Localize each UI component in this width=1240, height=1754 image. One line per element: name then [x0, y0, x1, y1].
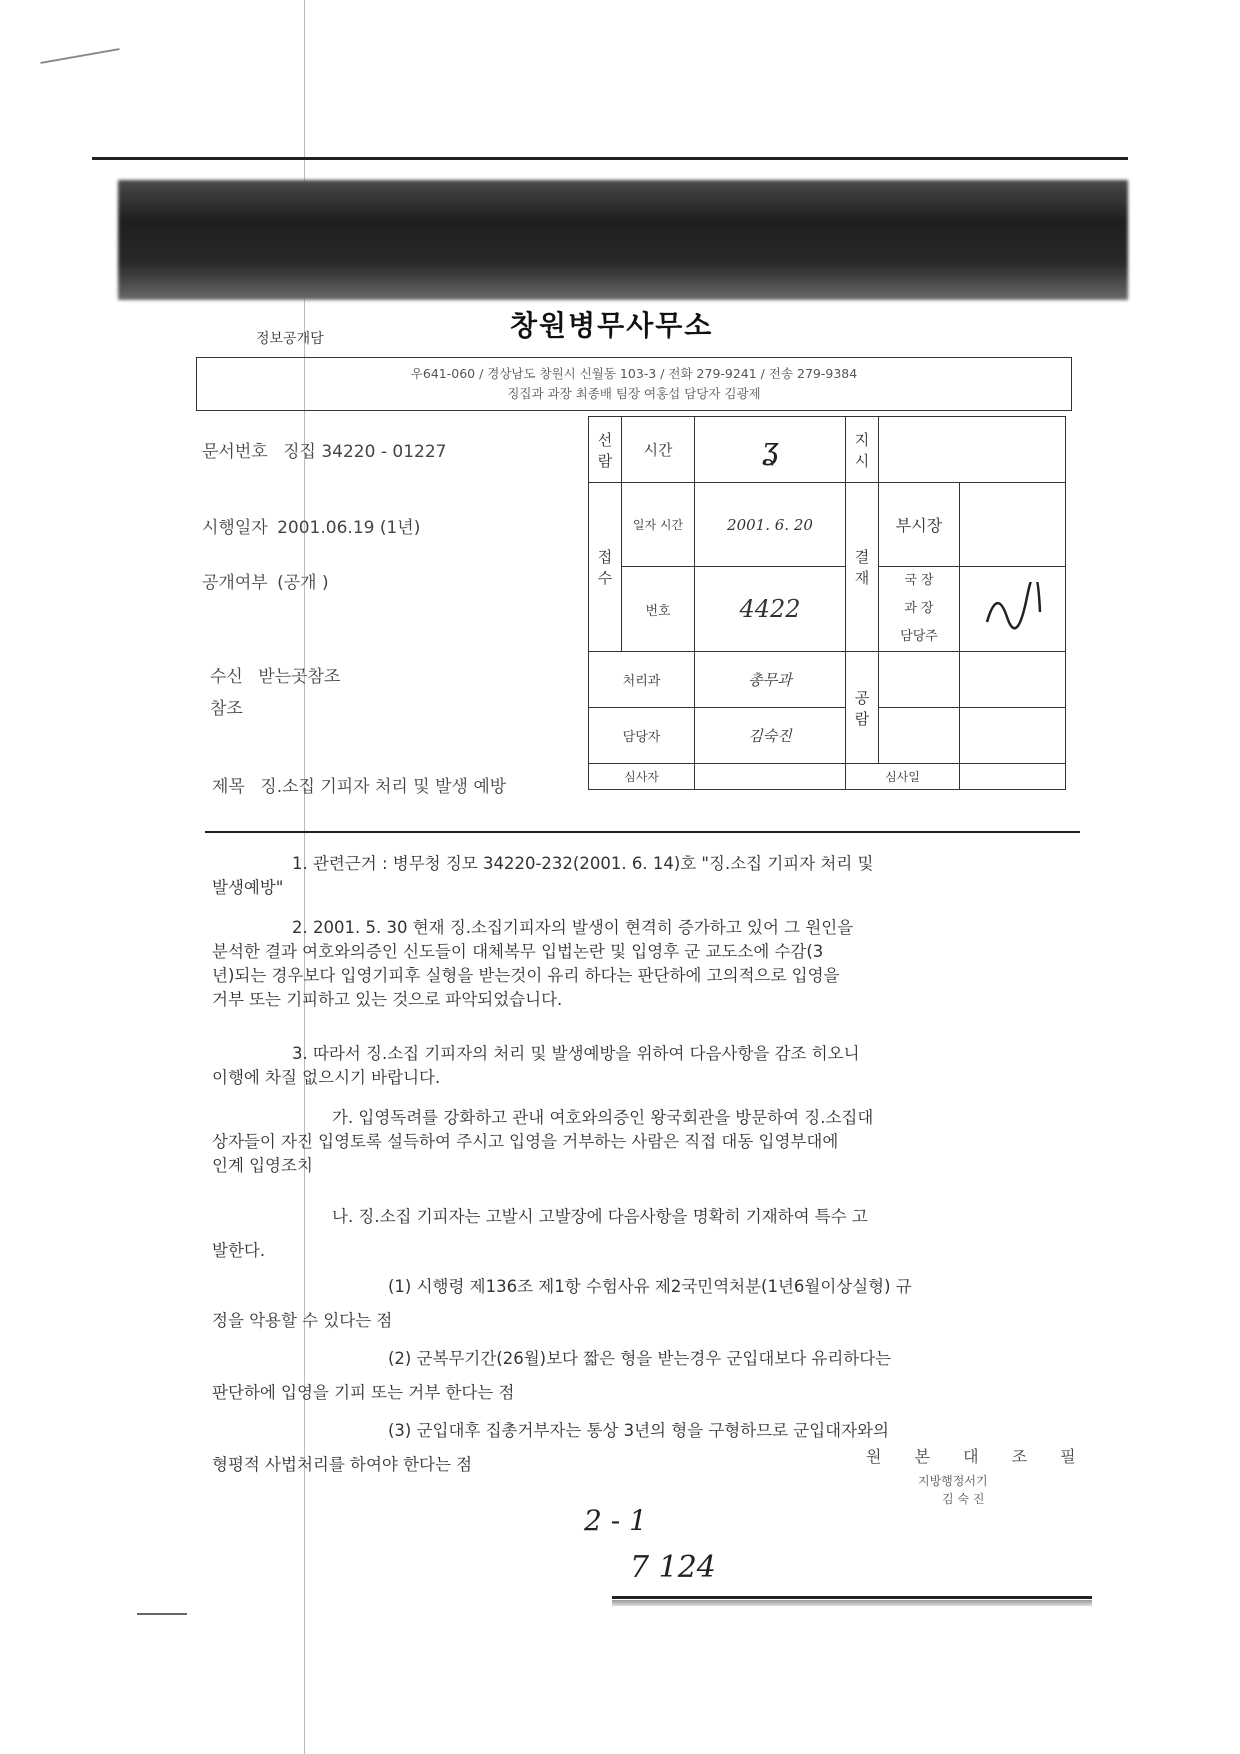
handwritten-note: 7 124 — [630, 1550, 716, 1585]
received-date-cell: 2001. 6. 20 — [695, 483, 846, 567]
damdangja-cell: 담당자 — [589, 708, 695, 764]
paragraph-na — [212, 1200, 1082, 1268]
stamp-info-public: 정보공개담 — [256, 331, 324, 347]
pa-line-3: 인계 입영조치 — [212, 1156, 313, 1175]
gyeoljae-cell: 결 재 — [845, 483, 878, 652]
top-rule — [92, 157, 1128, 160]
p-2-line-2: 판단하에 입영을 기피 또는 거부 한다는 점 — [212, 1383, 515, 1402]
p-3-line-2: 형평적 사법처리를 하여야 한다는 점 — [212, 1455, 473, 1474]
p1-line-1: 1. 관련근거 : 병무청 징모 34220-232(2001. 6. 14)호 "징.소집 기피자 처리 및 — [292, 854, 874, 873]
bottom-left-mark — [137, 1613, 187, 1615]
doc-number-row — [202, 437, 446, 462]
cheorigwa-cell: 처리과 — [589, 652, 695, 708]
pb-line-1: 나. 징.소집 기피자는 고발시 고발장에 다음사항을 명확히 기재하여 특수 고 — [332, 1207, 868, 1226]
pencil-mark — [40, 48, 119, 64]
busijang-cell: 부시장 — [878, 483, 959, 567]
p2-line-1: 2. 2001. 5. 30 현재 징.소집기피자의 발생이 현격히 증가하고 있어 그 원인을 — [292, 918, 854, 937]
scanned-dark-band — [118, 180, 1128, 300]
ilja-sigan-cell: 일자 시간 — [622, 483, 695, 567]
reference-label: 참조 — [210, 699, 243, 719]
paragraph-ga — [212, 1106, 1082, 1178]
approval-roles-cell — [878, 567, 959, 652]
jisi-blank-cell — [878, 417, 1065, 483]
silsaja-blank — [695, 764, 846, 790]
pa-line-2: 상자들이 자진 입영토록 설득하여 주시고 입영을 거부하는 사람은 직접 대동 입영부대에 — [212, 1132, 839, 1151]
p3-line-2: 이행에 차질 없으시기 바랍니다. — [212, 1068, 441, 1087]
paragraph-2 — [212, 916, 1082, 1012]
clerk-title: 지방행정서기 — [918, 1474, 988, 1488]
p3-line-1: 3. 따라서 징.소집 기피자의 처리 및 발생예방을 위하여 다음사항을 감조 히오니 — [292, 1044, 860, 1063]
clerk-name: 김 숙 진 — [942, 1492, 985, 1506]
paragraph-3 — [212, 1042, 1082, 1090]
damdangju-label: 담당주 — [900, 629, 938, 644]
subject-label: 제목 — [212, 777, 245, 797]
recipient-label: 수신 — [210, 667, 243, 687]
address-line-1: 우641-060 / 경상남도 창원시 신월동 103-3 / 전화 279-9241 / 전송 279-9384 — [410, 366, 858, 381]
beonho-cell: 번호 — [622, 567, 695, 652]
gongram-blank-4 — [959, 708, 1065, 764]
paragraph-sub-1 — [212, 1270, 1082, 1338]
p-3-line-1: (3) 군입대후 집총거부자는 통상 3년의 형을 구형하므로 군입대자와의 — [388, 1421, 889, 1440]
p-1-line-2: 정을 악용할 수 있다는 점 — [212, 1311, 393, 1330]
seonram-cell: 선 람 — [589, 417, 622, 483]
p-1-line-1: (1) 시행령 제136조 제1항 수험사유 제2국민역처분(1년6월이상실형) 규 — [388, 1277, 912, 1296]
recipient-row — [210, 662, 340, 687]
p1-line-2: 발생예방" — [212, 878, 284, 897]
date-value: 2001.06.19 (1년) — [277, 518, 421, 538]
doc-number: 징집 34220 - 01227 — [283, 442, 447, 462]
date-row — [202, 513, 420, 538]
address-line-2: 징집과 과장 최종배 팀장 여홍섭 담당자 김광제 — [507, 386, 761, 401]
silsaja-cell: 심사자 — [589, 764, 695, 790]
subject-row — [212, 772, 506, 797]
public-row — [202, 568, 329, 593]
approval-signature-cell — [959, 567, 1065, 652]
date-label: 시행일자 — [202, 518, 268, 538]
bottom-rule — [612, 1596, 1092, 1599]
subject-rule — [205, 831, 1080, 833]
paragraph-1 — [212, 852, 1082, 900]
signature-scribble — [982, 582, 1042, 632]
silsail-cell: 심사일 — [845, 764, 959, 790]
pb-line-2: 발한다. — [212, 1241, 266, 1260]
gongram-blank-3 — [878, 708, 959, 764]
public-value: (공개 ) — [277, 573, 329, 593]
gongram-cell: 공 람 — [845, 652, 878, 764]
page-mark: 2 - 1 — [584, 1504, 647, 1537]
office-name: 창원병무사무소 — [510, 309, 714, 342]
gongram-blank-1 — [878, 652, 959, 708]
p2-line-4: 거부 또는 기피하고 있는 것으로 파악되었습니다. — [212, 990, 563, 1009]
approval-stamp-box — [588, 416, 1066, 790]
busijang-sign-cell — [959, 483, 1065, 567]
subject-value: 징.소집 기피자 처리 및 발생 예방 — [260, 777, 507, 797]
gukjang-label: 국 장 — [904, 573, 934, 588]
silsail-blank — [959, 764, 1065, 790]
pa-line-1: 가. 입영독려를 강화하고 관내 여호와의증인 왕국회관을 방문하여 징.소집대 — [332, 1108, 874, 1127]
cheorigwa-value-cell: 총무과 — [695, 652, 846, 708]
recipient-value: 받는곳참조 — [258, 667, 341, 687]
damdangja-value-cell: 김숙진 — [695, 708, 846, 764]
jisi-cell: 지 시 — [845, 417, 878, 483]
seonram-sign-cell: ʓ — [695, 417, 846, 483]
public-label: 공개여부 — [202, 573, 268, 593]
address-box — [196, 357, 1072, 411]
original-copy-stamp: 원 본 대 조 필 — [866, 1447, 1090, 1466]
p2-line-3: 년)되는 경우보다 입영기피후 실형을 받는것이 유리 하다는 판단하에 고의적으로 입영을 — [212, 966, 840, 985]
paragraph-sub-2 — [212, 1342, 1082, 1410]
gwajang-label: 과 장 — [904, 601, 934, 616]
p2-line-2: 분석한 결과 여호와의증인 신도들이 대체복무 입법논란 및 입영후 군 교도소에 수감(3 — [212, 942, 824, 961]
sigan-cell: 시간 — [622, 417, 695, 483]
gongram-blank-2 — [959, 652, 1065, 708]
bottom-scan-shadow — [612, 1600, 1092, 1606]
received-number-cell: 4422 — [695, 567, 846, 652]
doc-number-label: 문서번호 — [202, 442, 268, 462]
jeopsu-cell: 접 수 — [589, 483, 622, 652]
p-2-line-1: (2) 군복무기간(26월)보다 짧은 형을 받는경우 군입대보다 유리하다는 — [388, 1349, 892, 1368]
